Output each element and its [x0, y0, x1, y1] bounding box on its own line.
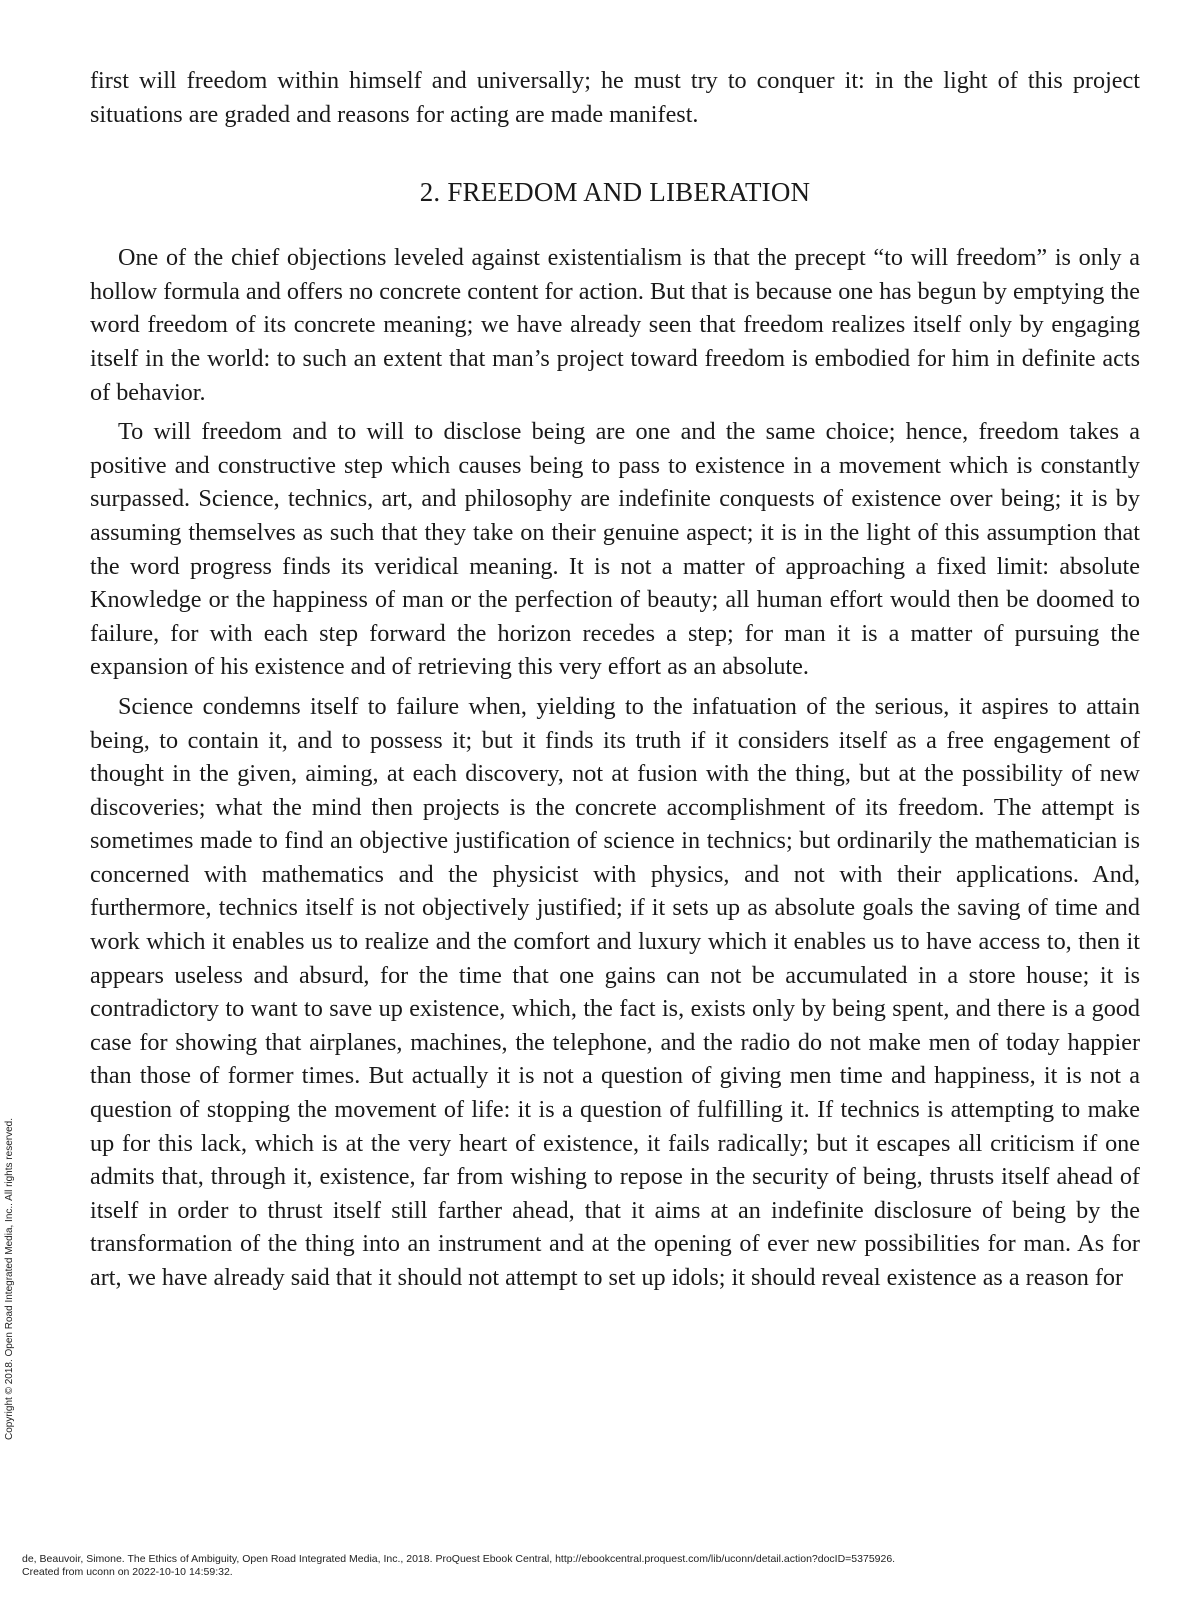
- paragraph-1: One of the chief objections leveled against existentialism is that the precept “to will freedom” is only a hollow formula and offers no concrete content for action. But that is because one has begun by emptying the word freedom of its concrete meaning; we have already seen that freedom realizes itself only by engaging itself in the world: to such an extent that man’s project toward freedom is embodied for him in definite acts of behavior.: [90, 244, 1140, 406]
- opening-paragraph: first will freedom within himself and universally; he must try to conquer it: in the light of this project situations are graded and reasons for acting are made manifest.: [90, 67, 1140, 128]
- citation-text: de, Beauvoir, Simone. The Ethics of Ambiguity, Open Road Integrated Media, Inc., 2018. ProQuest Ebook Central, http://ebookcentral.proquest.com/lib/uconn/detail.action?docID=5375926.: [22, 1553, 896, 1565]
- created-timestamp: Created from uconn on 2022-10-10 14:59:32.: [22, 1566, 233, 1578]
- section-heading: 2. FREEDOM AND LIBERATION: [419, 177, 811, 208]
- paragraph-3: Science condemns itself to failure when, yielding to the infatuation of the serious, it aspires to attain being, to contain it, and to possess it; but it finds its truth if it considers itself as a free engagement of thought in the given, aiming, at each discovery, not at fusion with the thing, but at the possibility of new discoveries; what the mind then projects is the concrete accomplishment of its freedom. The attempt is sometimes made to find an objective justification of science in technics; but ordinarily the mathematician is concerned with mathematics and the physicist with physics, and not with their applications. And, furthermore, technics itself is not objectively justified; if it sets up as absolute goals the saving of time and work which it enables us to realize and the comfort and luxury which it enables us to have access to, then it appears useless and absurd, for the time that one gains can not be accumulated in a store house; it is contradictory to want to save up existence, which, the fact is, exists only by being spent, and there is a good case for showing that airplanes, machines, the telephone, and the radio do not make men of today happier than those of former times. But actually it is not a question of giving men time and happiness, it is not a question of stopping the movement of life: it is a question of fulfilling it. If technics is attempting to make up for this lack, which is at the very heart of existence, it fails radically; but it escapes all criticism if one admits that, through it, existence, far from wishing to repose in the security of being, thrusts itself ahead of itself in order to thrust itself still farther ahead, that it aims at an indefinite disclosure of being by the transformation of the thing into an instrument and at the opening of ever new possibilities for man. As for art, we have already said that it should not attempt to set up idols; it should reveal existence as a reason for: [90, 692, 1140, 1291]
- citation-footer: [22, 1553, 895, 1579]
- paragraph-2: To will freedom and to will to disclose being are one and the same choice; hence, freedom takes a positive and constructive step which causes being to pass to existence in a movement which is constantly surpassed. Science, technics, art, and philosophy are indefinite conquests of existence over being; it is by assuming themselves as such that they take on their genuine aspect; it is in the light of this assumption that the word progress finds its veridical meaning. It is not a matter of approaching a fixed limit: absolute Knowledge or the happiness of man or the perfection of beauty; all human effort would then be doomed to failure, for with each step forward the horizon recedes a step; for man it is a matter of pursuing the expansion of his existence and of retrieving this very effort as an absolute.: [90, 418, 1140, 681]
- copyright-notice: Copyright © 2018. Open Road Integrated Media, Inc.. All rights reserved.: [4, 1118, 15, 1440]
- page-body: [90, 64, 1140, 1301]
